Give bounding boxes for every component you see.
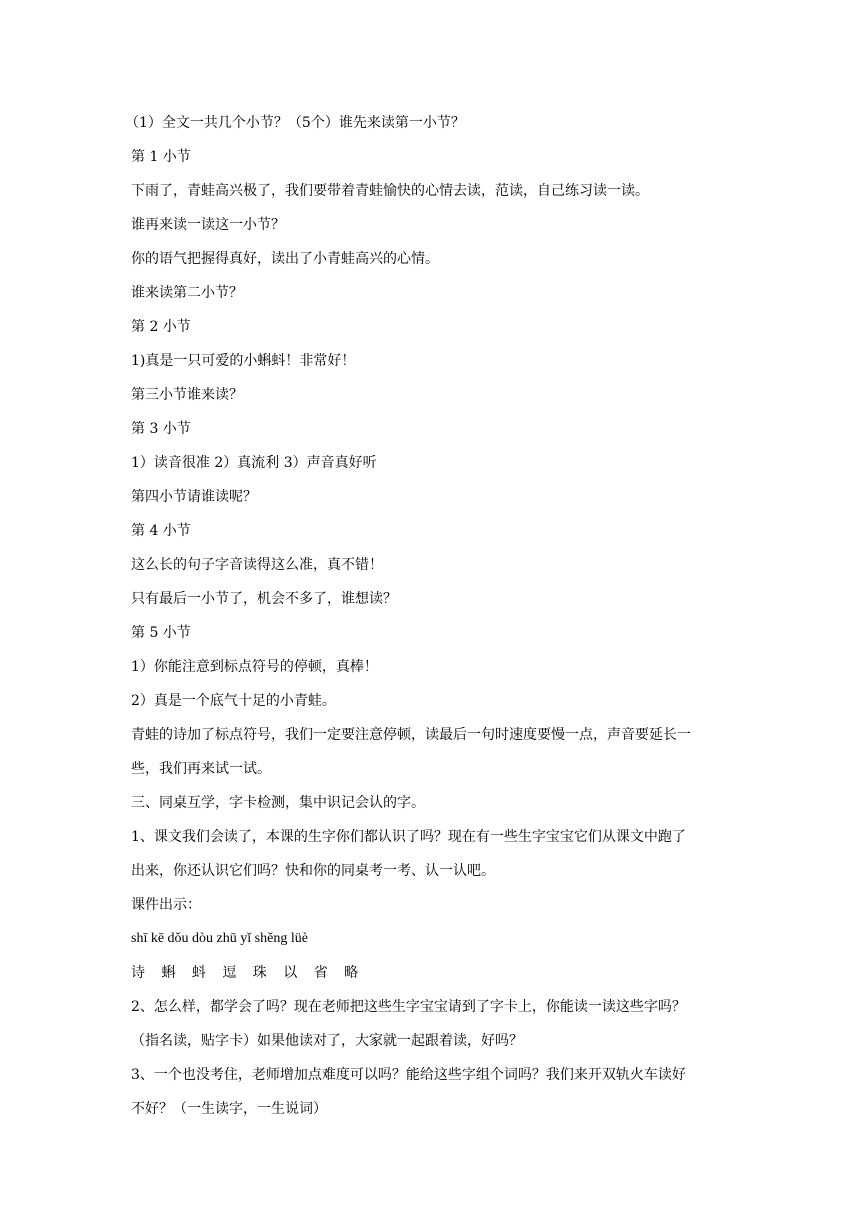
section-5-prompt: 只有最后一小节了，机会不多了，谁想读？ [131, 591, 397, 607]
section-2-heading: 第 2 小节 [131, 319, 191, 335]
section-1-guidance: 下雨了，青蛙高兴极了，我们要带着青蛙愉快的心情去读，范读，自己练习读一读。 [131, 183, 649, 199]
section-5-praise-1: 1）你能注意到标点符号的停顿，真棒！ [131, 659, 378, 675]
new-characters-row: 诗 蝌 蚪 逗 珠 以 省 略 [131, 965, 365, 981]
section-3-heading: 第 3 小节 [131, 421, 191, 437]
section-1-praise: 你的语气把握得真好，读出了小青蛙高兴的心情。 [131, 251, 439, 267]
section-3-praise: 1）读音很准 2）真流利 3）声音真好听 [131, 455, 377, 471]
step-3-line-2: 不好？（一生读字，一生说词） [131, 1101, 327, 1117]
question-section-count: （1）全文一共几个小节？（5个）谁先来读第一小节？ [125, 115, 465, 131]
step-2-line-2: （指名读，贴字卡）如果他读对了，大家就一起跟着读，好吗？ [131, 1033, 523, 1049]
section-4-heading: 第 4 小节 [131, 523, 191, 539]
section-4-praise: 这么长的句子字音读得这么准，真不错！ [131, 557, 383, 573]
section-5-heading: 第 5 小节 [131, 625, 191, 641]
section-2-prompt: 谁来读第二小节？ [131, 285, 243, 301]
section-1-heading: 第 1 小节 [131, 149, 191, 165]
section-3-prompt: 第三小节谁来读？ [131, 387, 243, 403]
step-2-line-1: 2、怎么样，都学会了吗？现在老师把这些生字宝宝请到了字卡上，你能读一读这些字吗？ [131, 999, 686, 1015]
punctuation-note-line-1: 青蛙的诗加了标点符号，我们一定要注意停顿，读最后一句时速度要慢一点，声音要延长一 [131, 727, 691, 743]
pinyin-row: shī kē dǒu dòu zhū yǐ shěng lüè [131, 931, 308, 946]
section-4-prompt: 第四小节请谁读呢？ [131, 489, 257, 505]
part-three-heading: 三、同桌互学，字卡检测，集中识记会认的字。 [131, 795, 425, 811]
section-2-praise: 1)真是一只可爱的小蝌蚪！非常好！ [131, 353, 356, 369]
lesson-text [125, 106, 731, 1126]
step-3-line-1: 3、一个也没考住，老师增加点难度可以吗？能给这些字组个词吗？我们来开双轨火车读好 [131, 1067, 686, 1083]
courseware-label: 课件出示： [131, 897, 201, 913]
step-1-line-2: 出来，你还认识它们吗？快和你的同桌考一考、认一认吧。 [131, 863, 495, 879]
section-1-reread-prompt: 谁再来读一读这一小节？ [131, 217, 285, 233]
step-1-line-1: 1、课文我们会读了，本课的生字你们都认识了吗？现在有一些生字宝宝它们从课文中跑了 [131, 829, 686, 845]
punctuation-note-line-2: 些，我们再来试一试。 [131, 761, 271, 777]
section-5-praise-2: 2）真是一个底气十足的小青蛙。 [131, 693, 336, 709]
